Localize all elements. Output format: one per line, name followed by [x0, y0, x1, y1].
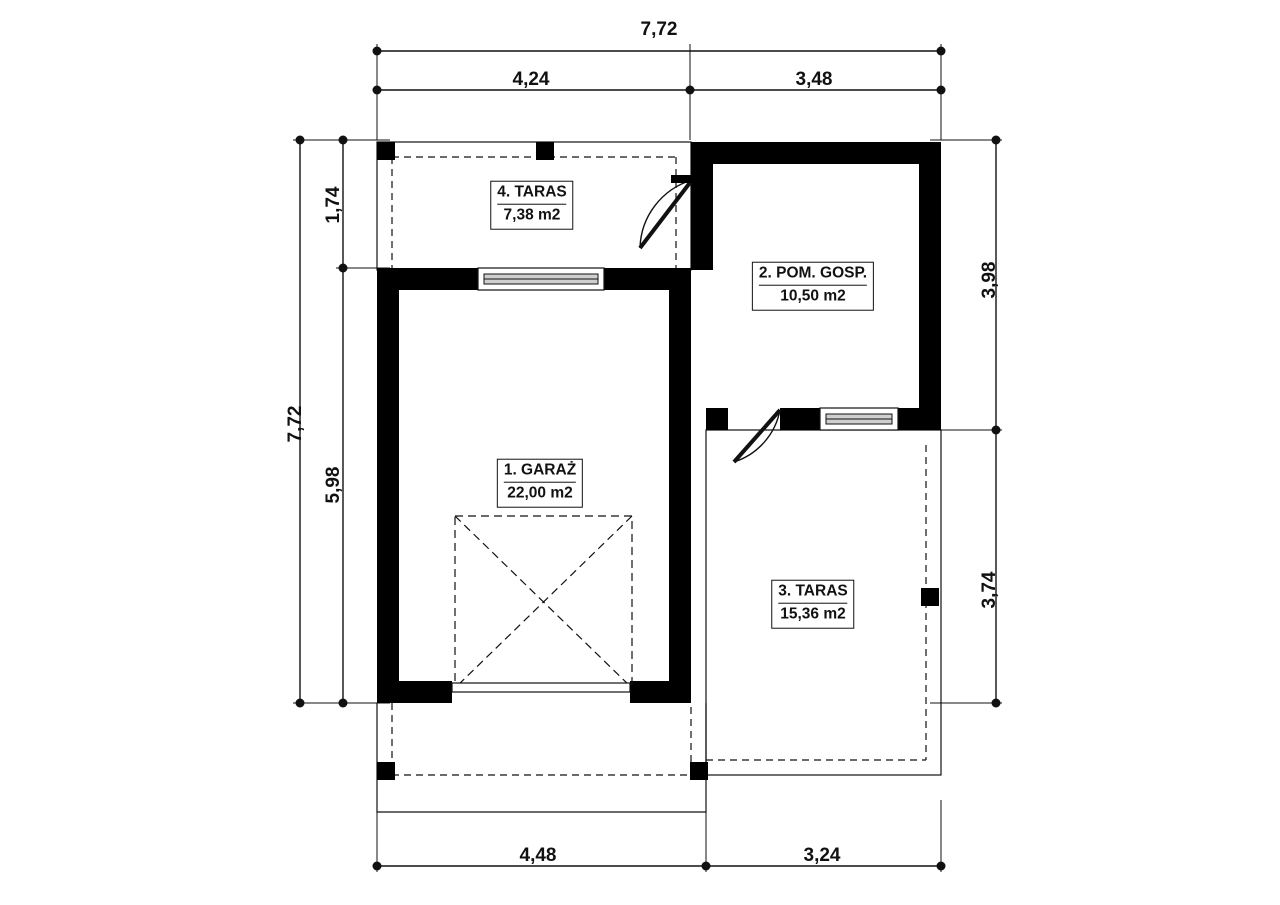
dim-left-inner-top: 1,74: [323, 186, 344, 224]
post-apron-se: [690, 762, 708, 780]
garage-door-symbol: [452, 516, 632, 692]
post-terrace4-nw: [377, 142, 395, 160]
room-label-taras-4: [490, 181, 573, 230]
room-label-garaz: [497, 459, 583, 508]
wall-garage-right: [669, 268, 691, 703]
room-area: 22,00 m2: [504, 482, 576, 503]
window-pom-south: [820, 408, 898, 430]
dim-left-inner-bottom: 5,98: [323, 466, 344, 504]
wall-pom-top: [691, 142, 941, 164]
wall-garage-bottom-right: [630, 681, 691, 703]
dim-bottom-left: 4,48: [519, 845, 557, 866]
door-pom-north: [640, 175, 693, 253]
wall-pom-left: [691, 142, 713, 270]
wall-garage-bottom-left: [377, 681, 452, 703]
dim-right-top: 3,98: [979, 261, 1000, 299]
dim-left-outer: 7,72: [285, 405, 306, 443]
dimension-markers: [296, 47, 1001, 871]
room-name: 2. POM. GOSP.: [758, 264, 868, 282]
dim-bottom-right: 3,24: [803, 845, 841, 866]
room-label-pom-gosp: [752, 262, 874, 311]
door-pom-south: [734, 410, 780, 462]
window-garage-north: [478, 268, 604, 290]
post-terrace3-e: [921, 588, 939, 606]
wall-pom-right: [919, 142, 941, 430]
dim-top-outer: 7,72: [640, 19, 678, 40]
dim-right-bottom: 3,74: [979, 571, 1000, 609]
room-area: 15,36 m2: [778, 603, 847, 624]
room-area: 10,50 m2: [759, 285, 867, 306]
dim-top-inner-right: 3,48: [795, 69, 833, 90]
room-name: 4. TARAS: [497, 183, 567, 201]
wall-garage-left: [377, 268, 399, 703]
wall-pom-bottom-stub: [706, 408, 728, 430]
room-area: 7,38 m2: [497, 204, 566, 225]
post-terrace4-n: [536, 142, 554, 160]
room-name: 1. GARAŻ: [503, 461, 577, 479]
dim-top-inner-left: 4,24: [512, 69, 550, 90]
dimension-lines: [293, 44, 1002, 872]
terrace-outlines: [377, 142, 941, 812]
post-apron-sw: [377, 762, 395, 780]
room-name: 3. TARAS: [778, 582, 848, 600]
room-label-taras-3: [771, 580, 854, 629]
